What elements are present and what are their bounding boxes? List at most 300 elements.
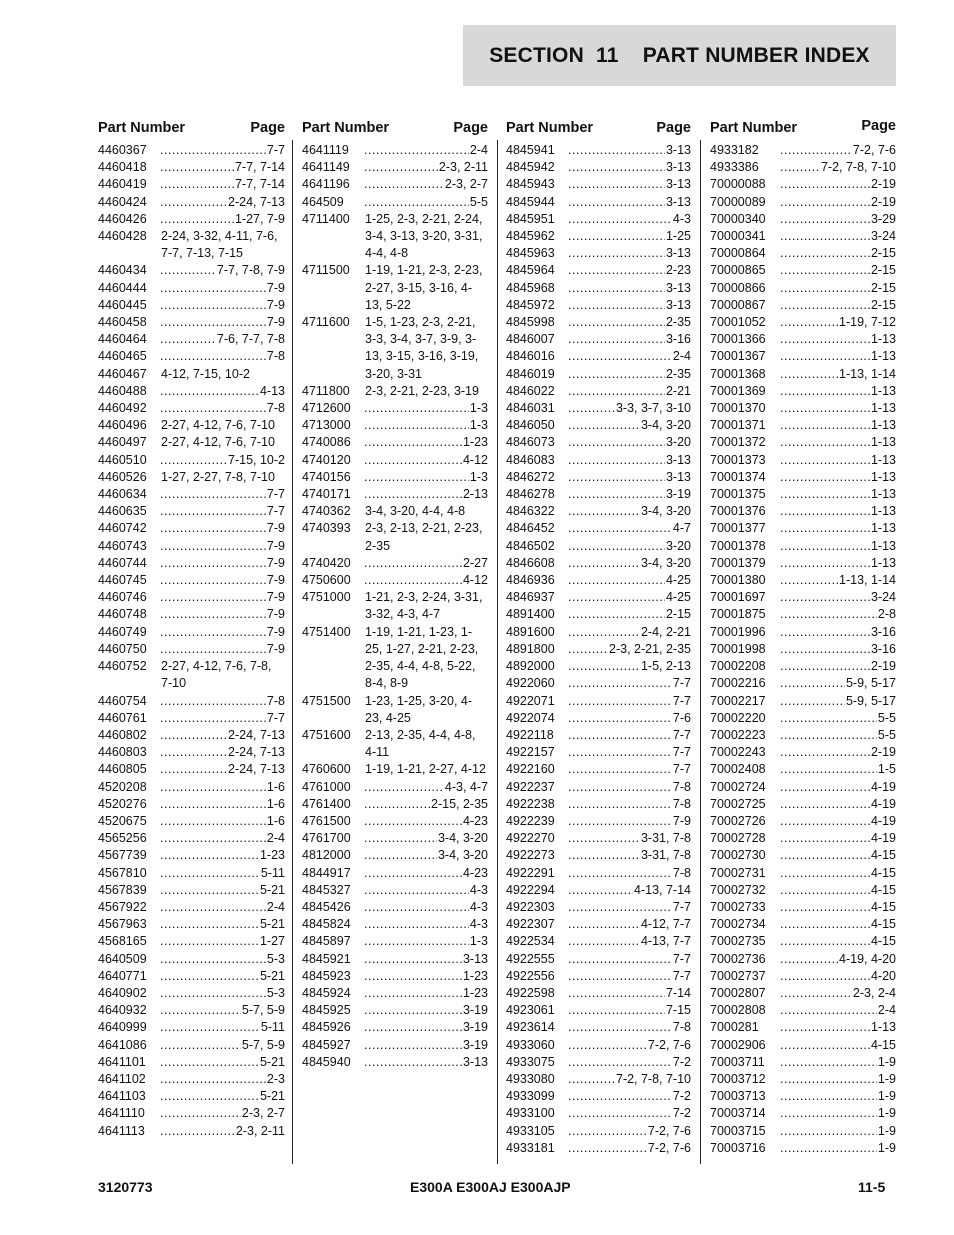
page-reference: 4-25 — [665, 590, 691, 605]
page-reference: 7-9 — [672, 813, 691, 828]
page-ref-cell — [160, 262, 285, 279]
page-reference: 1-13 — [870, 383, 896, 398]
page-ref-cell — [364, 194, 488, 211]
page-reference: 7-9 — [266, 538, 285, 553]
part-number: 70002736 — [710, 951, 766, 966]
dot-leader — [364, 813, 462, 830]
part-number: 4892000 — [506, 659, 555, 674]
page-ref-cell — [568, 693, 691, 710]
dot-leader — [160, 606, 266, 623]
page-reference: 3-16 — [665, 332, 691, 347]
page-reference: 2-3, 2-21, 2-35 — [609, 641, 691, 656]
page-ref-cell — [568, 710, 691, 727]
page-reference: 4-3 — [469, 882, 488, 897]
dot-leader — [568, 159, 665, 176]
page-ref-cell — [780, 538, 896, 555]
dot-leader — [160, 176, 234, 193]
part-number: 70001998 — [710, 641, 766, 656]
dot-leader — [160, 916, 259, 933]
part-number: 70002735 — [710, 934, 766, 949]
index-row — [506, 779, 691, 796]
part-number: 4460526 — [98, 469, 147, 484]
page-ref-cell — [364, 589, 488, 623]
index-row — [506, 211, 691, 228]
index-row — [710, 1071, 896, 1088]
page-reference: 4-3 — [469, 899, 488, 914]
part-number: 4922157 — [506, 745, 555, 760]
part-number: 4891400 — [506, 607, 555, 622]
page-reference: 2-24, 7-13 — [228, 762, 285, 777]
part-number: 4922160 — [506, 762, 555, 777]
part-number: 4845972 — [506, 297, 555, 312]
part-number: 4846031 — [506, 401, 555, 416]
part-number: 4641110 — [98, 1106, 145, 1121]
dot-leader — [568, 1140, 647, 1157]
part-number: 4460458 — [98, 315, 147, 330]
dot-leader — [160, 538, 266, 555]
part-number: 4761000 — [302, 779, 351, 794]
part-number-header: Part Number — [506, 120, 594, 136]
dot-leader — [780, 1088, 877, 1105]
page-reference: 7-9 — [266, 590, 285, 605]
part-number: 4933181 — [506, 1140, 555, 1155]
page-reference: 5-5 — [877, 727, 896, 742]
dot-leader — [780, 606, 877, 623]
part-number: 4891600 — [506, 624, 555, 639]
page-ref-cell — [568, 951, 691, 968]
dot-leader — [780, 520, 870, 537]
part-number: 4740086 — [302, 435, 351, 450]
page-reference: 1-23 — [462, 985, 488, 1000]
index-row — [98, 228, 285, 262]
dot-leader — [780, 314, 838, 331]
page-ref-cell — [364, 1054, 488, 1071]
part-number: 70002906 — [710, 1037, 766, 1052]
dot-leader — [780, 779, 870, 796]
part-number: 4460805 — [98, 762, 147, 777]
part-number: 4460748 — [98, 607, 147, 622]
page-reference: 7-7 — [672, 676, 691, 691]
index-row — [302, 314, 488, 383]
part-number: 4845940 — [302, 1054, 351, 1069]
page-ref-cell — [568, 847, 691, 864]
part-number: 4845327 — [302, 882, 351, 897]
page-ref-cell — [160, 933, 285, 950]
index-row — [98, 1105, 285, 1122]
dot-leader — [568, 624, 640, 641]
page-reference: 2-15 — [870, 280, 896, 295]
page-ref-cell — [780, 555, 896, 572]
page-reference: 1-13 — [870, 504, 896, 519]
page-ref-cell — [568, 572, 691, 589]
part-number: 4922060 — [506, 676, 555, 691]
page-ref-cell — [568, 1123, 691, 1140]
dot-leader — [780, 796, 870, 813]
page-reference: 1-25, 2-3, 2-21, 2-24, 3-4, 3-13, 3-20, 3-31, 4-4, 4-8 — [365, 211, 483, 261]
page-reference: 2-3, 2-11 — [438, 160, 488, 175]
index-row — [506, 985, 691, 1002]
index-row — [710, 211, 896, 228]
part-number-header: Part Number — [710, 120, 798, 136]
page-reference: 3-19 — [462, 1037, 488, 1052]
page-reference: 2-13 — [462, 487, 488, 502]
page-reference: 3-4, 3-20, 4-4, 4-8 — [365, 504, 466, 519]
part-number: 464509 — [302, 194, 344, 209]
index-row — [506, 727, 691, 744]
page-reference: 7-7 — [672, 899, 691, 914]
page-reference: 2-4 — [469, 143, 488, 157]
part-number: 4567739 — [98, 848, 147, 863]
index-row — [98, 693, 285, 710]
index-row — [98, 331, 285, 348]
dot-leader — [780, 503, 870, 520]
dot-leader — [568, 985, 665, 1002]
part-number: 70001376 — [710, 504, 766, 519]
index-row — [710, 194, 896, 211]
page-ref-cell — [780, 796, 896, 813]
dot-leader — [160, 503, 266, 520]
index-row — [710, 1123, 896, 1140]
page-ref-cell — [160, 469, 285, 486]
page-reference: 7-8 — [266, 349, 285, 364]
index-rows — [710, 142, 896, 1157]
index-row — [98, 641, 285, 658]
page-ref-cell — [160, 176, 285, 193]
page-ref-cell — [364, 572, 488, 589]
dot-leader — [780, 1037, 870, 1054]
page-ref-cell — [160, 916, 285, 933]
page-reference: 7-7 — [672, 762, 691, 777]
page-reference: 4-15 — [870, 934, 896, 949]
index-row — [98, 469, 285, 486]
page-reference: 4-12 — [462, 573, 488, 588]
part-number: 70002223 — [710, 727, 766, 742]
part-number: 4933075 — [506, 1054, 555, 1069]
dot-leader — [160, 727, 227, 744]
page-reference: 1-9 — [877, 1089, 896, 1104]
index-row — [710, 314, 896, 331]
page-reference: 1-3 — [469, 418, 488, 433]
index-row — [710, 520, 896, 537]
page-reference: 1-23, 1-25, 3-20, 4-23, 4-25 — [365, 693, 473, 725]
page-ref-cell — [568, 813, 691, 830]
dot-leader — [568, 606, 665, 623]
page-ref-cell — [160, 366, 285, 383]
dot-leader — [568, 1123, 647, 1140]
part-number: 4845921 — [302, 951, 351, 966]
index-row — [98, 1037, 285, 1054]
page-reference: 3-13 — [665, 469, 691, 484]
dot-leader — [160, 331, 216, 348]
page-reference: 1-19, 1-21, 1-23, 1-25, 1-27, 2-21, 2-23, 2-35, 4-4, 4-8, 5-22, 8-4, 8-9 — [365, 624, 479, 691]
index-rows — [302, 142, 488, 1071]
page-ref-cell — [364, 847, 488, 864]
dot-leader — [780, 744, 870, 761]
part-number: 4845925 — [302, 1003, 351, 1018]
part-number: 4846022 — [506, 383, 555, 398]
page-ref-cell — [780, 486, 896, 503]
part-number: 4460367 — [98, 143, 147, 157]
index-row — [506, 348, 691, 365]
page-ref-cell — [160, 899, 285, 916]
index-row — [302, 916, 488, 933]
dot-leader — [780, 624, 870, 641]
dot-leader — [160, 589, 266, 606]
dot-leader — [364, 1002, 462, 1019]
page-reference: 3-4, 3-20 — [437, 831, 488, 846]
index-row — [302, 1054, 488, 1071]
index-row — [710, 280, 896, 297]
page-ref-cell — [780, 641, 896, 658]
page-reference: 7-9 — [266, 315, 285, 330]
page-ref-cell — [568, 675, 691, 692]
page-ref-cell — [160, 434, 285, 451]
part-number: 70003716 — [710, 1140, 766, 1155]
page-ref-cell — [160, 280, 285, 297]
page-ref-cell — [568, 1105, 691, 1122]
index-row — [710, 951, 896, 968]
page-ref-cell — [568, 865, 691, 882]
index-row — [98, 865, 285, 882]
part-number: 4711600 — [302, 315, 350, 330]
dot-leader — [160, 761, 227, 778]
index-row — [710, 813, 896, 830]
index-row — [506, 658, 691, 675]
part-number: 70001697 — [710, 590, 766, 605]
page-reference: 5-5 — [469, 194, 488, 209]
page-reference: 5-3 — [266, 951, 285, 966]
index-row — [98, 589, 285, 606]
page-reference: 7-7, 7-14 — [234, 160, 285, 175]
index-row — [710, 606, 896, 623]
part-number: 4567839 — [98, 882, 147, 897]
page-reference: 3-13 — [665, 280, 691, 295]
dot-leader — [364, 159, 438, 176]
index-row — [710, 761, 896, 778]
page-reference: 7-6, 7-7, 7-8 — [216, 332, 285, 347]
page-ref-cell — [364, 486, 488, 503]
index-row — [98, 452, 285, 469]
dot-leader — [780, 1140, 877, 1157]
page-reference: 3-31, 7-8 — [640, 831, 691, 846]
dot-leader — [568, 916, 640, 933]
part-number: 4845944 — [506, 194, 555, 209]
page-ref-cell — [780, 383, 896, 400]
part-number: 4933099 — [506, 1089, 555, 1104]
page-ref-cell — [160, 211, 285, 228]
dot-leader — [160, 779, 266, 796]
page-ref-cell — [364, 865, 488, 882]
page-ref-cell — [780, 245, 896, 262]
dot-leader — [364, 916, 469, 933]
part-number: 4845897 — [302, 934, 351, 949]
page-ref-cell — [568, 280, 691, 297]
part-number: 4740156 — [302, 469, 351, 484]
page-ref-cell — [160, 486, 285, 503]
page-ref-cell — [160, 865, 285, 882]
part-number: 70002808 — [710, 1003, 766, 1018]
dot-leader — [568, 417, 640, 434]
part-number: 70001378 — [710, 538, 766, 553]
part-number: 7000281 — [710, 1020, 759, 1035]
index-row — [98, 761, 285, 778]
page-reference: 1-27 — [259, 934, 285, 949]
dot-leader — [568, 779, 672, 796]
page-ref-cell — [568, 176, 691, 193]
index-row — [302, 469, 488, 486]
index-row — [302, 830, 488, 847]
page-reference: 5-9, 5-17 — [845, 676, 896, 691]
part-number: 4845963 — [506, 246, 555, 261]
page-reference: 1-21, 2-3, 2-24, 3-31, 3-32, 4-3, 4-7 — [365, 590, 483, 622]
index-row — [98, 572, 285, 589]
part-number: 4846083 — [506, 452, 555, 467]
dot-leader — [780, 400, 870, 417]
index-row — [506, 159, 691, 176]
page-ref-cell — [568, 314, 691, 331]
page-ref-cell — [780, 675, 896, 692]
dot-leader — [160, 882, 259, 899]
part-number: 70002731 — [710, 865, 766, 880]
page-reference: 7-7 — [266, 504, 285, 519]
page-reference: 3-4, 3-20 — [640, 504, 691, 519]
part-number: 70003715 — [710, 1123, 766, 1138]
index-row — [302, 865, 488, 882]
part-number: 4845926 — [302, 1020, 351, 1035]
dot-leader — [780, 194, 870, 211]
dot-leader — [568, 693, 672, 710]
dot-leader — [568, 348, 672, 365]
part-number: 4846019 — [506, 366, 555, 381]
index-row — [302, 727, 488, 761]
page-reference: 2-19 — [870, 177, 896, 192]
page-ref-cell — [160, 417, 285, 434]
part-number: 4641101 — [98, 1054, 146, 1069]
part-number: 4846608 — [506, 555, 555, 570]
index-row — [710, 1054, 896, 1071]
page-ref-cell — [160, 761, 285, 778]
part-number: 4922556 — [506, 968, 555, 983]
page-reference: 1-13 — [870, 538, 896, 553]
index-row — [710, 555, 896, 572]
index-row — [506, 916, 691, 933]
page-ref-cell — [568, 297, 691, 314]
part-number: 4761400 — [302, 796, 351, 811]
page-ref-cell — [568, 400, 691, 417]
dot-leader — [160, 1088, 259, 1105]
index-row — [98, 314, 285, 331]
part-number: 4922074 — [506, 710, 555, 725]
page-ref-cell — [780, 606, 896, 623]
dot-leader — [160, 297, 266, 314]
page-ref-cell — [780, 727, 896, 744]
part-number: 4845941 — [506, 143, 555, 157]
index-row — [98, 383, 285, 400]
page-reference: 2-27, 4-12, 7-6, 7-8, 7-10 — [161, 659, 272, 691]
page-ref-cell — [568, 383, 691, 400]
index-row — [98, 658, 285, 692]
page-reference: 1-3 — [469, 401, 488, 416]
page-ref-cell — [780, 503, 896, 520]
index-row — [506, 555, 691, 572]
index-row — [710, 830, 896, 847]
index-row — [302, 624, 488, 693]
part-number: 70001367 — [710, 349, 766, 364]
dot-leader — [160, 400, 266, 417]
page-reference: 3-13 — [665, 160, 691, 175]
page-reference: 4-19 — [870, 831, 896, 846]
page-reference: 7-6 — [672, 710, 691, 725]
page-ref-cell — [160, 847, 285, 864]
footer-doc-number: 3120773 — [98, 1179, 153, 1195]
part-number: 70000341 — [710, 229, 766, 244]
index-row — [98, 727, 285, 744]
part-number: 4460428 — [98, 229, 147, 244]
part-number: 4567963 — [98, 917, 147, 932]
dot-leader — [780, 366, 838, 383]
page-reference: 4-25 — [665, 573, 691, 588]
part-number: 4845998 — [506, 315, 555, 330]
part-number: 70002725 — [710, 796, 766, 811]
part-number: 4933386 — [710, 160, 759, 175]
page-reference: 4-3 — [672, 211, 691, 226]
index-row — [302, 693, 488, 727]
index-row — [710, 589, 896, 606]
page-ref-cell — [160, 968, 285, 985]
part-number: 70002733 — [710, 899, 766, 914]
page-reference: 2-3, 2-7 — [444, 177, 488, 192]
dot-leader — [780, 469, 870, 486]
page-reference: 7-2, 7-6 — [647, 1037, 691, 1052]
index-row — [302, 486, 488, 503]
dot-leader — [160, 641, 266, 658]
part-number: 70001996 — [710, 624, 766, 639]
dot-leader — [160, 452, 227, 469]
page-ref-cell — [160, 520, 285, 537]
part-number: 4740120 — [302, 452, 351, 467]
dot-leader — [364, 434, 462, 451]
page-reference: 7-8 — [672, 796, 691, 811]
index-row — [506, 194, 691, 211]
part-number: 70002724 — [710, 779, 766, 794]
dot-leader — [780, 693, 845, 710]
page-ref-cell — [364, 142, 488, 159]
page-ref-cell — [364, 555, 488, 572]
index-row — [506, 417, 691, 434]
dot-leader — [780, 1123, 877, 1140]
page-ref-cell — [364, 968, 488, 985]
page-ref-cell — [364, 211, 488, 263]
part-number: 4460492 — [98, 401, 147, 416]
part-number: 70002807 — [710, 985, 766, 1000]
page-ref-cell — [568, 916, 691, 933]
dot-leader — [568, 675, 672, 692]
page-reference: 3-31, 7-8 — [640, 848, 691, 863]
part-number: 70002217 — [710, 693, 766, 708]
part-number: 70002208 — [710, 659, 766, 674]
page-reference: 4-15 — [870, 882, 896, 897]
index-row — [506, 262, 691, 279]
dot-leader — [780, 280, 870, 297]
part-number: 70001052 — [710, 315, 766, 330]
index-row — [98, 194, 285, 211]
part-number: 70002243 — [710, 745, 766, 760]
page-reference: 1-13 — [870, 435, 896, 450]
part-number: 4922291 — [506, 865, 555, 880]
index-row — [710, 1088, 896, 1105]
part-number: 4751500 — [302, 693, 351, 708]
index-row — [302, 796, 488, 813]
